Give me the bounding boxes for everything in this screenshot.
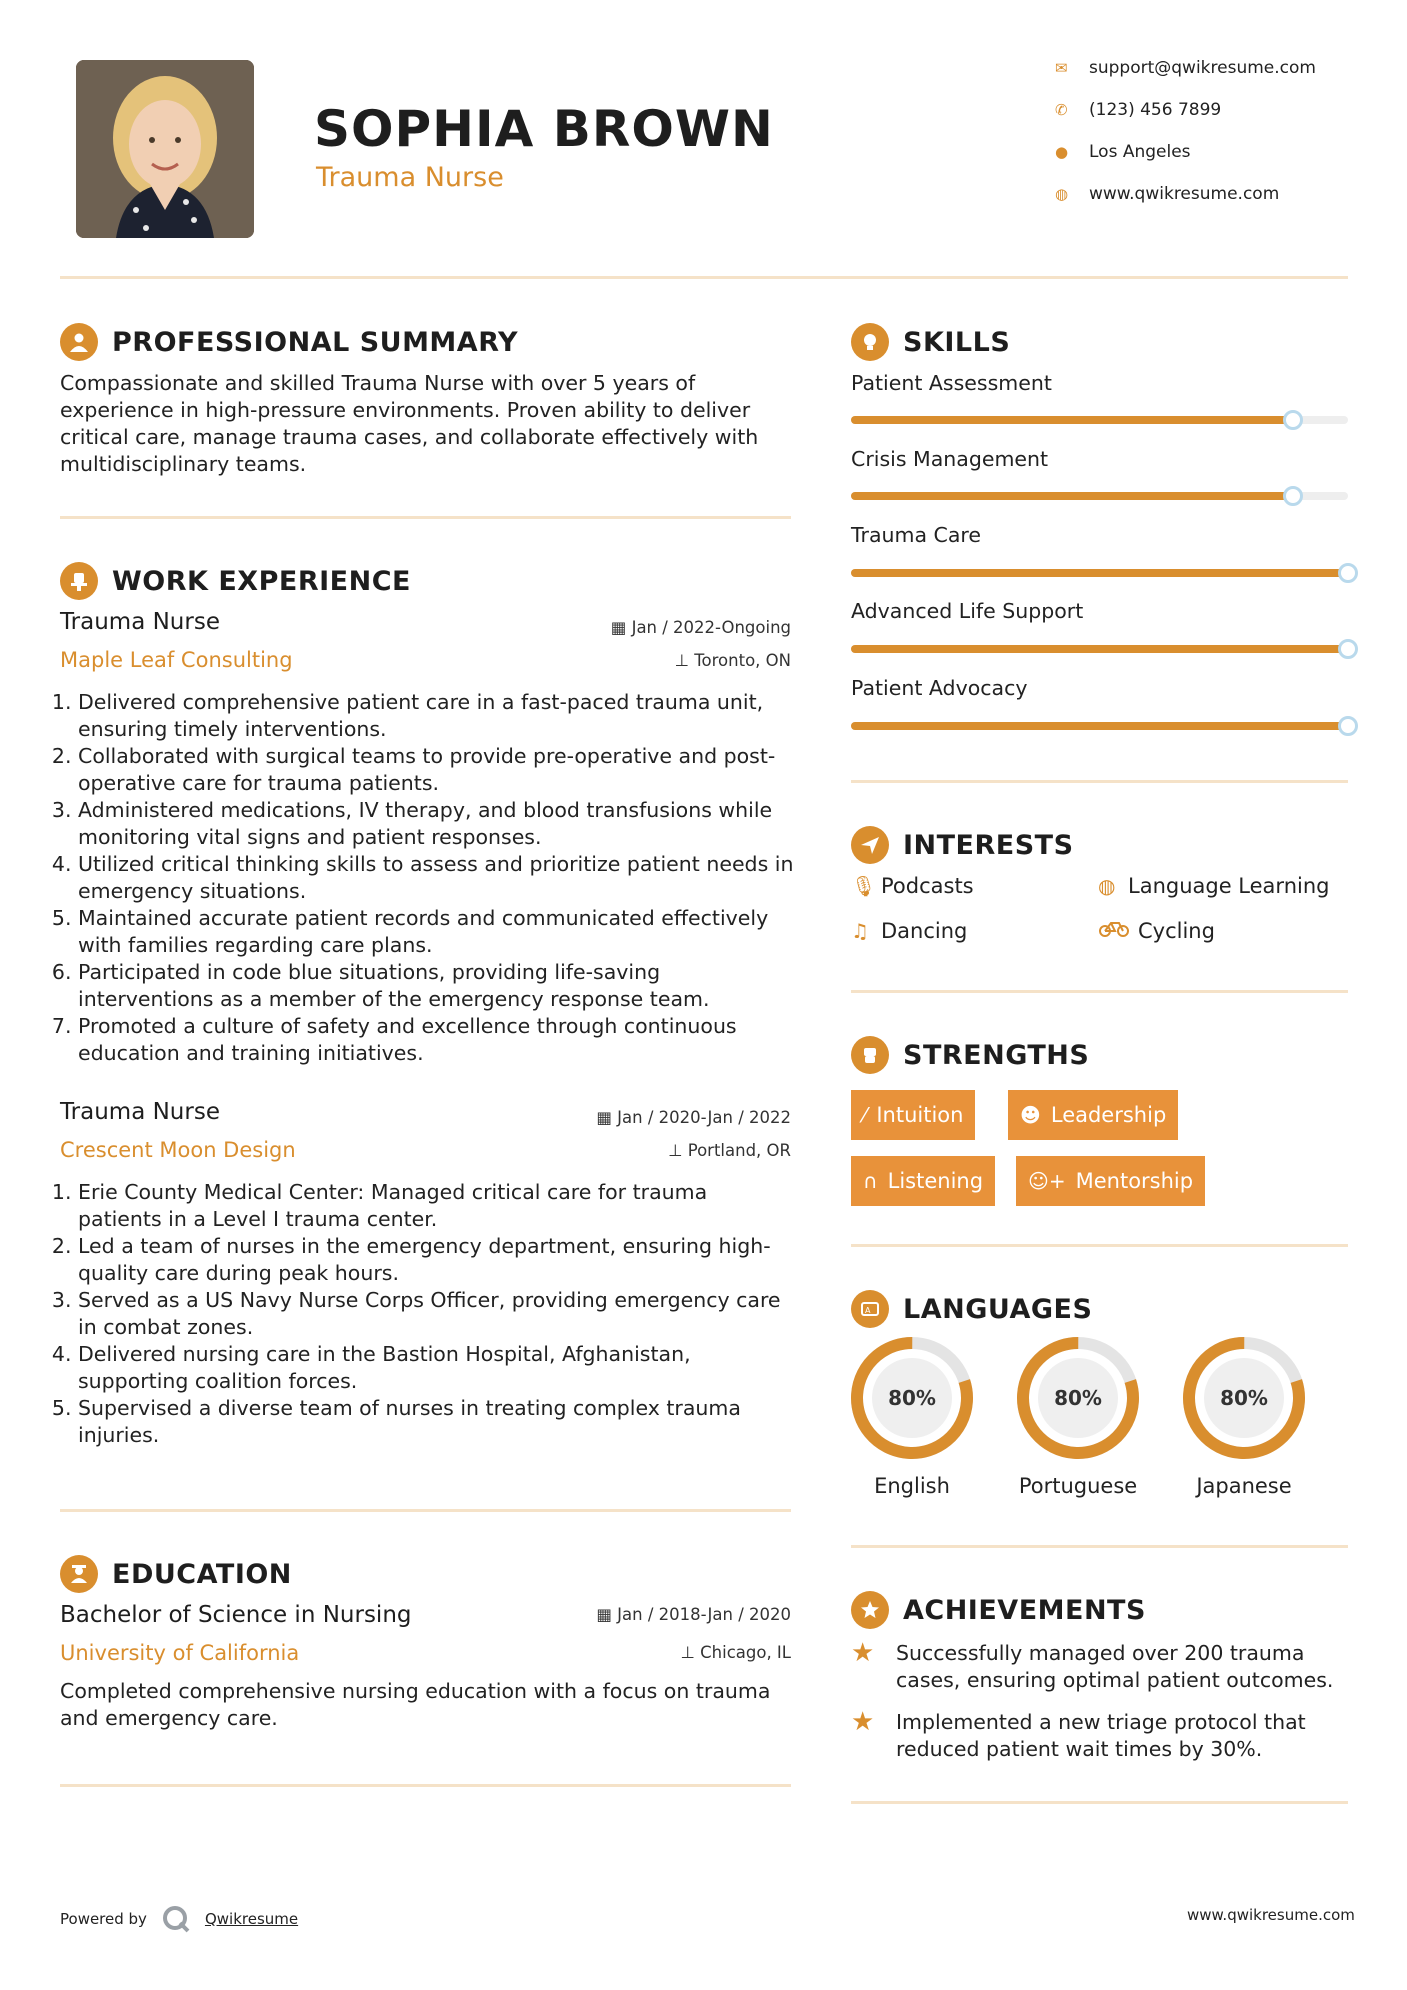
- job-1-company: Maple Leaf Consulting: [60, 648, 293, 672]
- languages-divider: [851, 1545, 1348, 1548]
- skill-bar: [851, 645, 1348, 653]
- interest-item: ♫ Dancing: [851, 919, 968, 943]
- summary-text: Compassionate and skilled Trauma Nurse with over 5 years of experience in high-pressure environments. Proven ability to deliver critical care, manage trauma cases, and collaborate effectively with multidisciplinary teams.: [60, 371, 759, 476]
- job-1-title: Trauma Nurse: [60, 609, 220, 635]
- footer-powered-by: Powered by Qwikresume: [60, 1904, 298, 1934]
- strength-tag: ☻ Leadership: [1008, 1090, 1178, 1140]
- achievements-divider: [851, 1801, 1348, 1804]
- skill-bar: [851, 492, 1348, 500]
- star-icon: ★: [851, 1707, 875, 1737]
- skill-bar: [851, 416, 1348, 424]
- calendar-icon: ▦: [610, 618, 627, 637]
- graduation-icon: [60, 1555, 98, 1593]
- skill-label: Patient Advocacy: [851, 676, 1028, 700]
- interest-item: ◍ Language Learning: [1098, 874, 1330, 898]
- map-marker-icon: ●: [1055, 143, 1069, 161]
- lightbulb-icon: [851, 323, 889, 361]
- education-school: University of California: [60, 1641, 300, 1665]
- skill-label: Patient Assessment: [851, 371, 1052, 395]
- strength-tag: ☺+ Mentorship: [1016, 1156, 1205, 1206]
- user-plus-icon: ☺+: [1028, 1169, 1066, 1193]
- contact-email[interactable]: ✉ support@qwikresume.com: [1055, 58, 1316, 78]
- pin-icon: ⊥: [674, 651, 690, 670]
- fist-icon: [851, 1036, 889, 1074]
- education-description: Completed comprehensive nursing education with a focus on trauma and emergency care.: [60, 1679, 771, 1730]
- summary-divider: [60, 516, 791, 519]
- list-item: 2. Collaborated with surgical teams to provide pre-operative and post-operative care for trauma patients.: [78, 743, 795, 797]
- interests-heading: INTERESTS: [851, 826, 1074, 864]
- language-label: Japanese: [1196, 1474, 1292, 1498]
- job-1-responsibilities: [60, 689, 795, 1067]
- headphones-icon: ∩: [863, 1169, 878, 1193]
- pin-icon: ⊥: [680, 1643, 695, 1662]
- education-location: ⊥ Chicago, IL: [680, 1643, 791, 1662]
- skill-bar-fill: [851, 492, 1293, 500]
- job-1-date: ▦ Jan / 2022-Ongoing: [610, 618, 791, 637]
- skill-bar-knob[interactable]: [1283, 410, 1303, 430]
- globe-icon: ◍: [1098, 874, 1116, 898]
- language-ring: [1016, 1336, 1140, 1460]
- language-percent: 80%: [872, 1358, 952, 1438]
- footer-website[interactable]: www.qwikresume.com: [1187, 1906, 1355, 1924]
- language-ring: [850, 1336, 974, 1460]
- job-2-location: ⊥ Portland, OR: [668, 1141, 791, 1160]
- candidate-title: Trauma Nurse: [316, 162, 504, 193]
- skill-bar: [851, 722, 1348, 730]
- skill-bar-knob[interactable]: [1338, 716, 1358, 736]
- education-degree: Bachelor of Science in Nursing: [60, 1602, 412, 1628]
- language-label: English: [874, 1474, 950, 1498]
- language-label: Portuguese: [1018, 1474, 1138, 1498]
- list-item: 4. Utilized critical thinking skills to assess and prioritize patient needs in emergency situations.: [78, 851, 795, 905]
- calendar-icon: ▦: [596, 1108, 612, 1127]
- skill-bar-fill: [851, 416, 1293, 424]
- list-item: 1. Erie County Medical Center: Managed critical care for trauma patients in a Level I trauma center.: [78, 1179, 795, 1233]
- contact-website[interactable]: ◍ www.qwikresume.com: [1055, 184, 1280, 204]
- profile-photo: [76, 60, 254, 238]
- achievement-item: Successfully managed over 200 trauma cases, ensuring optimal patient outcomes.: [896, 1641, 1334, 1692]
- list-item: 1. Delivered comprehensive patient care in a fast-paced trauma unit, ensuring timely interventions.: [78, 689, 795, 743]
- bicycle-icon: [1098, 919, 1134, 943]
- list-item: 4. Delivered nursing care in the Bastion Hospital, Afghanistan, supporting coalition forces.: [78, 1341, 795, 1395]
- language-icon: [851, 1290, 889, 1328]
- interest-item: 🎙︎ Podcasts: [851, 874, 974, 898]
- achievement-item: Implemented a new triage protocol that reduced patient wait times by 30%.: [896, 1710, 1306, 1761]
- job-2-date: ▦ Jan / 2020-Jan / 2022: [596, 1108, 791, 1127]
- list-item: 6. Participated in code blue situations, providing life-saving interventions as a member of the emergency response team.: [78, 959, 795, 1013]
- list-item: 3. Served as a US Navy Nurse Corps Officer, providing emergency care in combat zones.: [78, 1287, 795, 1341]
- list-item: 5. Supervised a diverse team of nurses in treating complex trauma injuries.: [78, 1395, 795, 1449]
- paper-plane-icon: [851, 826, 889, 864]
- skill-bar-fill: [851, 645, 1348, 653]
- users-icon: ☻: [1020, 1103, 1041, 1127]
- strength-tag: ⁄ Intuition: [851, 1090, 975, 1140]
- header-divider: [60, 276, 1348, 279]
- languages-heading: A LANGUAGES: [851, 1290, 1092, 1328]
- skill-label: Advanced Life Support: [851, 599, 1084, 623]
- star-badge-icon: [851, 1591, 889, 1629]
- candidate-name: SOPHIA BROWN: [314, 100, 774, 158]
- language-percent: 80%: [1038, 1358, 1118, 1438]
- music-note-icon: ♫: [851, 919, 869, 943]
- skill-bar-fill: [851, 722, 1348, 730]
- achievements-heading: ACHIEVEMENTS: [851, 1591, 1146, 1629]
- job-2-responsibilities: [60, 1179, 795, 1449]
- magic-wand-icon: ⁄: [863, 1103, 867, 1127]
- experience-heading: WORK EXPERIENCE: [60, 562, 411, 600]
- skill-bar-knob[interactable]: [1283, 486, 1303, 506]
- skill-bar: [851, 569, 1348, 577]
- education-heading: EDUCATION: [60, 1555, 292, 1593]
- skill-bar-knob[interactable]: [1338, 639, 1358, 659]
- list-item: 3. Administered medications, IV therapy, and blood transfusions while monitoring vital signs and patient responses.: [78, 797, 795, 851]
- experience-divider: [60, 1509, 791, 1512]
- contact-location: ● Los Angeles: [1055, 142, 1191, 162]
- footer-brand-link[interactable]: Qwikresume: [204, 1910, 299, 1928]
- interest-item: Cycling: [1098, 919, 1215, 943]
- education-date: ▦ Jan / 2018-Jan / 2020: [596, 1605, 791, 1624]
- envelope-icon: ✉: [1055, 59, 1068, 77]
- list-item: 2. Led a team of nurses in the emergency department, ensuring high-quality care during peak hours.: [78, 1233, 795, 1287]
- language-percent: 80%: [1204, 1358, 1284, 1438]
- job-2-title: Trauma Nurse: [60, 1099, 220, 1125]
- job-2-company: Crescent Moon Design: [60, 1138, 296, 1162]
- microphone-icon: 🎙︎: [851, 874, 877, 898]
- star-icon: ★: [851, 1638, 875, 1668]
- skill-label: Crisis Management: [851, 447, 1049, 471]
- pin-icon: ⊥: [668, 1141, 683, 1160]
- job-1-location: ⊥ Toronto, ON: [674, 651, 791, 670]
- strength-tag: ∩ Listening: [851, 1156, 995, 1206]
- svg-text:A: A: [865, 1306, 871, 1315]
- education-divider: [60, 1784, 791, 1787]
- qwikresume-logo-icon: [161, 1904, 191, 1934]
- skill-bar-fill: [851, 569, 1348, 577]
- strengths-divider: [851, 1244, 1348, 1247]
- skill-label: Trauma Care: [851, 523, 982, 547]
- list-item: 5. Maintained accurate patient records and communicated effectively with families regarding care plans.: [78, 905, 795, 959]
- language-ring: [1182, 1336, 1306, 1460]
- list-item: 7. Promoted a culture of safety and excellence through continuous education and training initiatives.: [78, 1013, 795, 1067]
- skill-bar-knob[interactable]: [1338, 563, 1358, 583]
- phone-icon: ✆: [1055, 101, 1068, 119]
- contact-phone[interactable]: ✆ (123) 456 7899: [1055, 100, 1222, 120]
- skills-heading: SKILLS: [851, 323, 1010, 361]
- calendar-icon: ▦: [596, 1605, 612, 1624]
- interests-divider: [851, 990, 1348, 993]
- globe-icon: ◍: [1055, 185, 1069, 203]
- briefcase-icon: [60, 562, 98, 600]
- user-icon: [60, 323, 98, 361]
- summary-heading: PROFESSIONAL SUMMARY: [60, 323, 518, 361]
- skills-divider: [851, 780, 1348, 783]
- strengths-heading: STRENGTHS: [851, 1036, 1089, 1074]
